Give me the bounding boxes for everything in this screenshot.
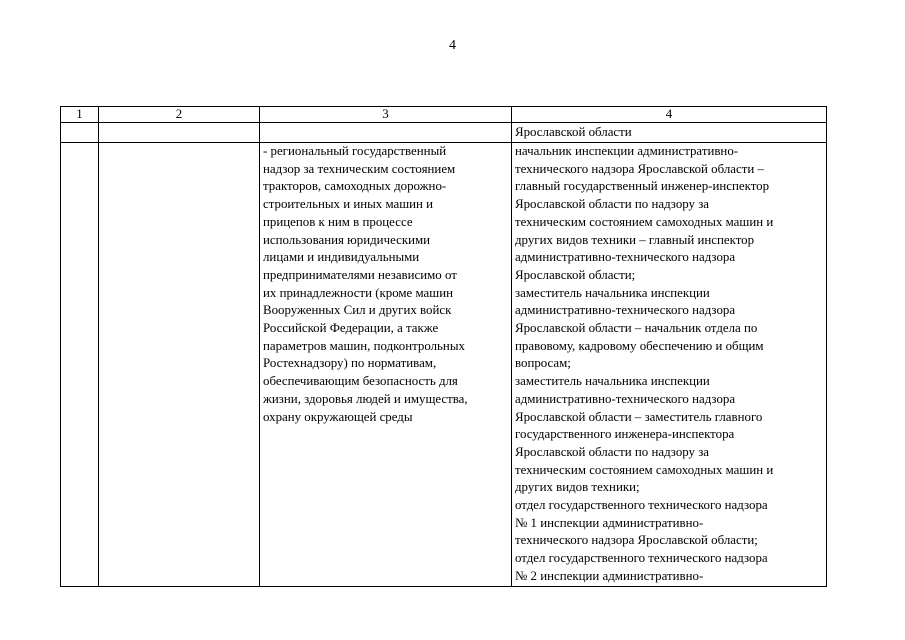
text-line: № 1 инспекции административно- bbox=[515, 515, 704, 530]
text-line: жизни, здоровья людей и имущества, bbox=[263, 391, 468, 406]
page-number: 4 bbox=[449, 38, 456, 53]
text-line: техническим состоянием самоходных машин и bbox=[515, 462, 774, 477]
text-line: Ярославской области – начальник отдела по bbox=[515, 321, 758, 336]
table-cell-empty bbox=[260, 123, 512, 143]
table-header-row bbox=[61, 107, 827, 123]
text-line: правовому, кадровому обеспечению и общим bbox=[515, 338, 764, 353]
text-line: главный государственный инженер-инспектор bbox=[515, 179, 770, 194]
text-line: заместитель начальника инспекции bbox=[515, 285, 710, 300]
text-line: № 2 инспекции административно- bbox=[515, 568, 704, 583]
text-line: Ярославской области по надзору за bbox=[515, 444, 710, 459]
text-line: технического надзора Ярославской области – bbox=[515, 161, 764, 176]
text-line: других видов техники; bbox=[515, 480, 640, 495]
table-cell-empty bbox=[61, 143, 99, 587]
column-header-1: 1 bbox=[61, 107, 99, 123]
text-line: Ярославской области; bbox=[515, 267, 636, 282]
text-line: тракторов, самоходных дорожно- bbox=[263, 179, 447, 194]
text-line: лицами и индивидуальными bbox=[263, 250, 420, 265]
text-line: вопросам; bbox=[515, 356, 571, 371]
text-line: государственного инженера-инспектора bbox=[515, 427, 735, 442]
table-cell-empty bbox=[61, 123, 99, 143]
column-header-3: 3 bbox=[260, 107, 512, 123]
text-line: предпринимателями независимо от bbox=[263, 267, 457, 282]
supervision-type-cell bbox=[260, 143, 512, 587]
column-header-4: 4 bbox=[512, 107, 827, 123]
officials-cell bbox=[512, 143, 827, 587]
table-cell-empty bbox=[99, 123, 260, 143]
text-line: Вооруженных Сил и других войск bbox=[263, 303, 452, 318]
text-line: надзор за техническим состоянием bbox=[263, 161, 456, 176]
text-line: технического надзора Ярославской области; bbox=[515, 533, 758, 548]
text-line: заместитель начальника инспекции bbox=[515, 374, 710, 389]
text-line: Ярославской области по надзору за bbox=[515, 197, 710, 212]
text-line: начальник инспекции административно- bbox=[515, 144, 739, 158]
text-line: Ярославской области – заместитель главного bbox=[515, 409, 763, 424]
table-cell-empty bbox=[99, 143, 260, 587]
text-line: прицепов к ним в процессе bbox=[263, 214, 413, 229]
table-row bbox=[61, 143, 827, 587]
text-line: - региональный государственный bbox=[263, 144, 447, 158]
text-line: отдел государственного технического надзора bbox=[515, 551, 768, 566]
text-line: административно-технического надзора bbox=[515, 250, 736, 265]
text-line: параметров машин, подконтрольных bbox=[263, 338, 465, 353]
text-line: Российской Федерации, а также bbox=[263, 321, 439, 336]
column-header-2: 2 bbox=[99, 107, 260, 123]
document-table bbox=[60, 106, 827, 587]
text-line: их принадлежности (кроме машин bbox=[263, 285, 454, 300]
table-cell-continuation: Ярославской области bbox=[512, 123, 827, 143]
text-line: использования юридическими bbox=[263, 232, 431, 247]
text-line: охрану окружающей среды bbox=[263, 409, 413, 424]
text-line: Ростехнадзору) по нормативам, bbox=[263, 356, 437, 371]
table-row bbox=[61, 123, 827, 143]
text-line: обеспечивающим безопасность для bbox=[263, 374, 458, 389]
text-line: административно-технического надзора bbox=[515, 391, 736, 406]
text-line: административно-технического надзора bbox=[515, 303, 736, 318]
text-line: техническим состоянием самоходных машин и bbox=[515, 214, 774, 229]
text-line: других видов техники – главный инспектор bbox=[515, 232, 755, 247]
text-line: отдел государственного технического надзора bbox=[515, 498, 768, 513]
text-line: строительных и иных машин и bbox=[263, 197, 434, 212]
